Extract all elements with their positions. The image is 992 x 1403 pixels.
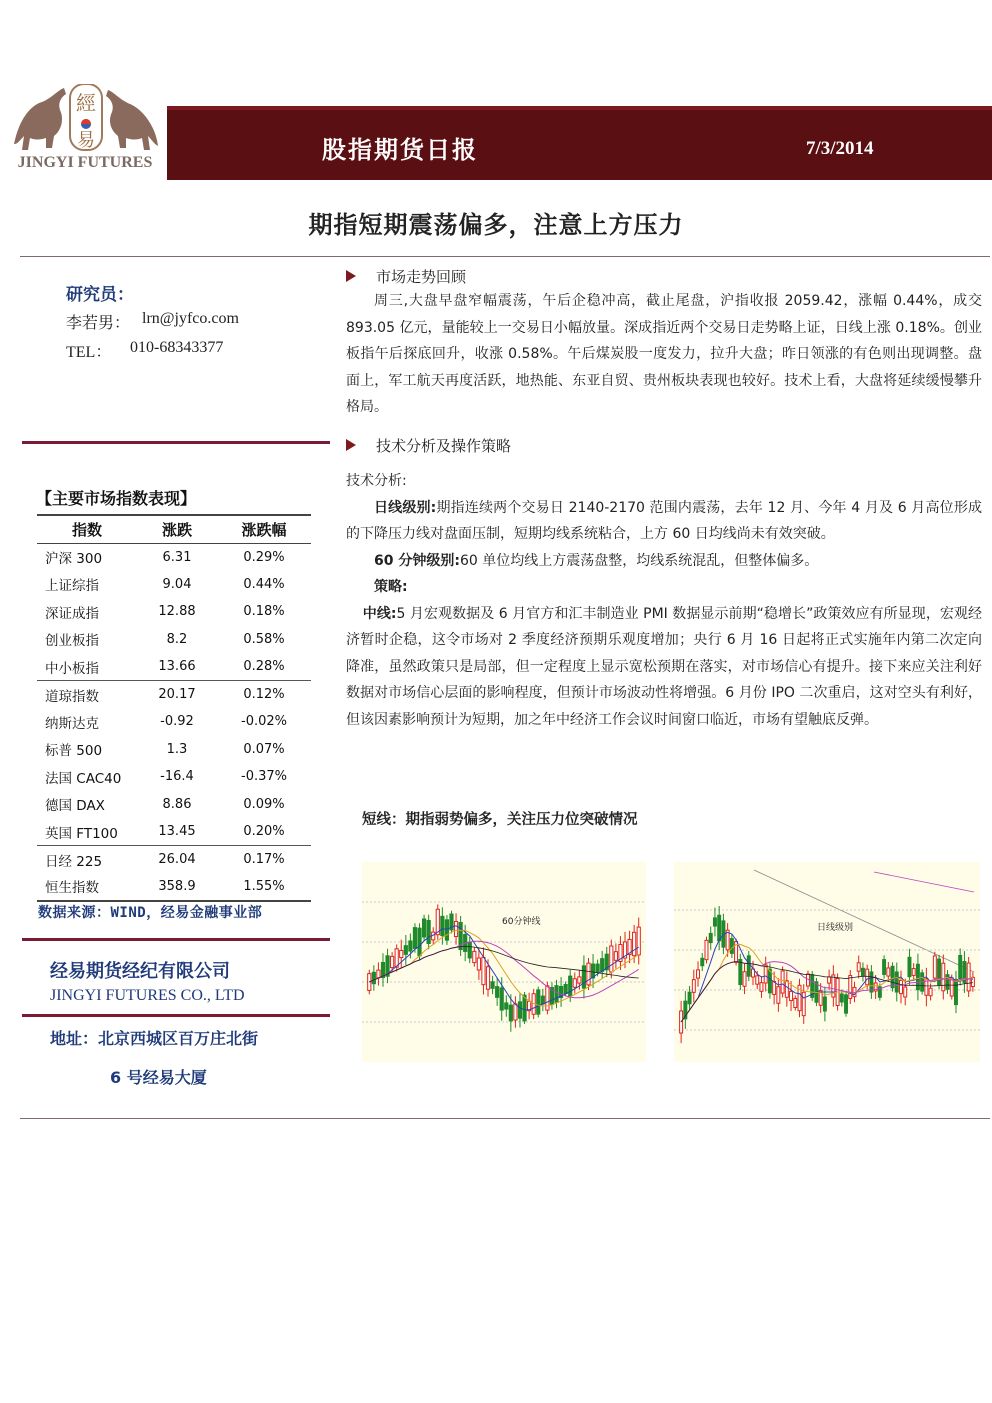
address-line-1: 地址：北京西城区百万庄北街 [50,1029,259,1048]
index-name: 道琼指数 [45,688,99,705]
tech-analysis-body [346,468,982,733]
index-name: 纳斯达克 [45,715,99,732]
logo-glyph-1: 經 [76,91,96,115]
index-name: 沪深 300 [45,551,103,567]
index-pct: 0.12% [243,687,285,702]
short-term-title: 短线：期指弱势偏多，关注压力位突破情况 [362,812,638,828]
candle-body [929,988,932,995]
candle-body [739,959,742,984]
market-review-body [346,288,982,421]
researcher-name: 李若男： [66,315,131,332]
candle-body [781,971,784,993]
index-name: 恒生指数 [37,873,137,901]
candle-body [569,976,572,996]
candle-body [637,927,640,955]
candle-body [473,951,476,962]
candle-body [486,967,489,989]
index-change: 8.86 [162,796,192,812]
table-row [37,543,311,571]
market-review-heading: 市场走势回顾 [376,268,467,286]
table-row [37,873,311,901]
data-source: 数据来源：WIND，经易金融事业部 [38,905,263,921]
index-name: 创业板指 [45,633,99,650]
arrow-bullet-icon [346,439,356,451]
candle-body [692,980,695,993]
chart-daily [674,862,980,1062]
researcher-title: 研究员： [66,285,134,305]
index-pct: 0.44% [243,576,285,592]
table-row [37,571,311,599]
index-name: 德国 DAX [45,798,105,815]
candle-body [454,921,457,936]
daily-analysis [346,495,982,548]
candle-body [468,942,471,958]
candle-body [500,988,503,1010]
candle-body [849,976,852,999]
index-change: 13.66 [137,653,217,681]
market-review-text: 周三,大盘早盘窄幅震荡，午后企稳冲高，截止尾盘，沪指收报 2059.42，涨幅 0.44%，成交 893.05 亿元，量能较上一交易日小幅放量。深成指近两个交易日走势略上证，日线上涨 0.18%。创业板指午后探底回升，收涨 0.58%。午后煤炭股一度发力，拉升大盘；昨日领涨的有色则出现调整。盘面上，军工航天再度活跃，地热能、东亚自贸、贵州板块表现也较好。技术上看，大盘将延续缓慢攀升格局。 [346,293,982,415]
m60-text: 60 单位均线上方震荡盘整，均线系统混乱，但整体偏多。 [459,552,819,569]
ma-line [681,944,973,1022]
candle-body [610,946,613,972]
candle-body [828,977,831,983]
candle-body [845,995,848,1013]
index-pct: 0.29% [243,549,285,565]
candle-body [946,975,949,990]
candle-body [537,990,540,1014]
index-table [37,514,311,902]
candle-body [587,963,590,985]
index-change: 9.04 [162,576,192,592]
researcher-tel-line [66,339,224,362]
company-name-cn: 经易期货经纪有限公司 [50,961,230,982]
divider-left-1 [22,441,330,444]
candle-body [887,968,890,976]
table-row [37,708,311,736]
index-pct: 0.09% [243,796,285,812]
index-pct: 0.17% [243,852,285,867]
table-row [37,736,311,764]
candle-body [546,986,549,1010]
candle-body [895,972,898,992]
index-pct: -0.02% [241,714,287,730]
candle-body [756,976,759,984]
mid-text: 5 月宏观数据及 6 月官方和汇丰制造业 PMI 数据显示前期“稳增长”政策效应有所显现，宏观经济暂时企稳，这令市场对 2 季度经济预期乐观度增加；央行 6 月 16 日起将正式实施年内第二次定向降准，虽然政策只是局部，但一定程度上显示宽松预期在落实，对市场信心有提升。接下来应关注利好数据对市场信心层面的影响程度，但预计市场波动性将增强。6 月份 IPO 二次重启，这对空头有利好，但该因素影响预计为短期，加之年中经济工作会议时间窗口临近，市场有望触底反弹。 [346,605,982,728]
candle-body [967,963,970,991]
table-row [37,791,311,819]
index-pct: 0.58% [243,631,285,647]
candle-body [933,956,936,978]
table-row [37,598,311,626]
arrow-bullet-icon [346,270,356,282]
candle-body [633,932,636,955]
index-change: 1.3 [166,741,188,757]
company-name-en: JINGYI FUTURES CO., LTD [50,987,245,1004]
candle-body [942,963,945,991]
candle-body [857,963,860,971]
table-row [37,653,311,681]
index-pct: 0.28% [217,653,311,681]
daily-text: 期指连续两个交易日 2140-2170 范围内震荡，去年 12 月、今年 4 月及 6 月高位形成的下降压力线对盘面压制，短期均线系统粘合，上方 60 日均线尚未有效突破。 [346,499,982,542]
index-change: 8.2 [166,631,188,647]
candle-body [760,983,763,992]
chart-label: 60分钟线 [502,917,541,927]
index-change: 358.9 [137,873,217,901]
index-pct: 0.18% [243,604,285,620]
candle-body [491,982,494,989]
candle-body [391,956,394,967]
candle-body [445,920,448,940]
logo-text: JINGYI FUTURES [17,154,153,171]
candle-body [505,1003,508,1009]
candle-body [514,1004,517,1020]
index-change: -0.92 [160,714,194,730]
candle-body [614,952,617,961]
index-pct: 0.20% [217,818,311,846]
address-line-2: 6 号经易大厦 [110,1068,207,1087]
tech-analysis-heading: 技术分析及操作策略 [376,437,512,455]
bull-bear-logo-icon [8,84,164,156]
index-change: 13.45 [137,818,217,846]
candle-body [422,919,425,937]
candle-body [518,1002,521,1018]
candle-body [701,958,704,965]
candle-body [908,957,911,976]
candle-body [794,998,797,1007]
candle-body [555,986,558,1003]
candle-body [773,982,776,995]
candle-body [688,992,691,1004]
divider-bottom [20,1118,990,1119]
index-name: 上证综指 [45,578,99,595]
headline: 期指短期震荡偏多，注意上方压力 [308,211,684,239]
candle-body [418,928,421,956]
candle-body [709,933,712,942]
index-pct: 1.55% [217,873,311,901]
tech-intro: 技术分析: [346,473,407,489]
index-change: 20.17 [158,687,196,702]
index-pct: -0.37% [241,769,287,785]
researcher-email-line [66,310,239,333]
candle-body [777,987,780,1004]
candle-body [802,992,805,1015]
candle-body [785,981,788,998]
candle-body [900,980,903,993]
candle-body [404,946,407,955]
divider-left-3 [22,1014,330,1017]
table-row [37,626,311,654]
candle-body [730,939,733,954]
candle-body [823,997,826,1011]
trend-line [874,872,974,892]
index-name: 中小板指 [37,653,137,681]
divider-top [20,256,990,257]
candle-body [441,916,444,935]
candle-body [950,978,953,996]
candle-body [409,941,412,951]
report-title: 股指期货日报 [322,136,478,164]
candle-body [912,969,915,976]
section-market-review [346,266,466,287]
candle-body [705,940,708,959]
candle-body [861,968,864,975]
mid-strategy [346,601,982,734]
candle-body [400,950,403,957]
candle-body [596,964,599,972]
candle-body [870,972,873,992]
index-change: 12.88 [158,604,196,620]
candle-body [427,920,430,943]
index-change: -16.4 [160,769,194,785]
table-row [37,846,311,874]
index-name: 深证成指 [45,605,99,622]
report-date: 7/3/2014 [806,138,874,159]
candle-body [496,987,499,998]
candle-body [564,984,567,993]
candle-body [790,991,793,1000]
divider-left-2 [22,938,330,941]
index-name: 标普 500 [45,743,103,760]
col-header-pct: 涨跌幅 [217,515,311,543]
candle-body [477,958,480,970]
chart-label: 日线级别 [817,923,854,933]
candle-body [904,987,907,997]
chart-60min [362,862,646,1062]
m60-label: 60 分钟级别: [374,552,460,569]
daily-label: 日线级别: [374,499,437,516]
mid-label: 中线: [362,605,397,622]
candle-body [954,979,957,1004]
candle-body [578,977,581,983]
candle-body [743,972,746,987]
candle-body [883,960,886,975]
candle-body [413,928,416,949]
candle-body [747,956,750,976]
candle-body [541,996,544,1004]
logo [0,84,166,180]
candle-body [959,955,962,978]
candle-body [718,915,721,941]
strategy-label: 策略: [374,579,408,595]
index-pct: 0.07% [243,741,285,757]
candle-body [523,995,526,1021]
candle-body [866,969,869,985]
table-row [37,681,311,709]
table-row [37,818,311,846]
candle-body [509,1005,512,1021]
candle-body [372,972,375,983]
candle-body [482,957,485,984]
candle-body [573,979,576,987]
index-change: 6.31 [162,549,192,565]
candle-body [697,970,700,978]
index-change: 26.04 [158,852,196,867]
section-tech-analysis [346,435,511,456]
tel-label: TEL： [66,344,112,361]
researcher-email[interactable]: lrn@jyfco.com [142,310,239,327]
candle-body [582,966,585,988]
index-name: 日经 225 [45,853,103,870]
researcher-tel: 010-68343377 [130,339,224,356]
table-row [37,763,311,791]
col-header-change: 涨跌 [137,515,217,543]
index-table-title: 【主要市场指数表现】 [36,489,197,508]
logo-glyph-2: 易 [77,130,95,151]
candle-body [601,959,604,972]
m60-analysis [346,548,982,575]
candle-body [713,918,716,926]
candle-body [840,994,843,1002]
candle-body [377,970,380,978]
candle-body [971,977,974,986]
candle-body [891,966,894,987]
candle-body [938,959,941,985]
col-header-index: 指数 [37,515,137,543]
index-name: 法国 CAC40 [45,770,122,787]
index-name: 英国 FT100 [37,818,137,846]
